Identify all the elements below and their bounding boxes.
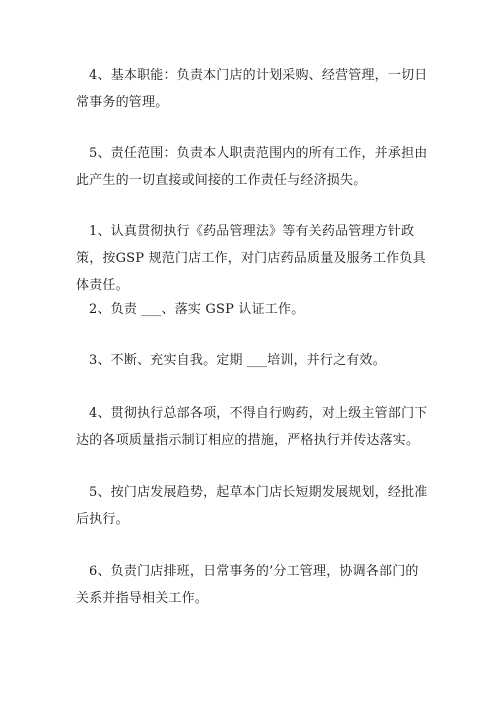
paragraph-item-5: 5、按门店发展趋势，起草本门店长短期发展规划，经批准后执行。 — [76, 485, 428, 527]
paragraph-item-2: 2、负责 ___、落实 GSP 认证工作。 — [89, 302, 305, 317]
paragraph-basic-duties: 4、基本职能：负责本门店的计划采购、经营管理，一切日常事务的管理。 — [76, 68, 428, 110]
paragraph-item-6: 6、负责门店排班，日常事务的’分工管理，协调各部门的关系并指导相关工作。 — [76, 564, 419, 606]
paragraph-responsibility-scope: 5、责任范围：负责本人职责范围内的所有工作，并承担由此产生的一切直接或间接的工作责任与经济损失。 — [76, 146, 428, 188]
paragraph-item-1: 1、认真贯彻执行《药品管理法》等有关药品管理方针政策，按GSP 规范门店工作，对门店药品质量及服务工作负具体责任。 — [76, 224, 426, 293]
paragraph-item-3: 3、不断、充实自我。定期 ___培训，并行之有效。 — [89, 353, 386, 368]
paragraph-item-4: 4、贯彻执行总部各项，不得自行购药，对上级主管部门下达的各项质量指示制订相应的措施，严格执行并传达落实。 — [76, 406, 428, 448]
